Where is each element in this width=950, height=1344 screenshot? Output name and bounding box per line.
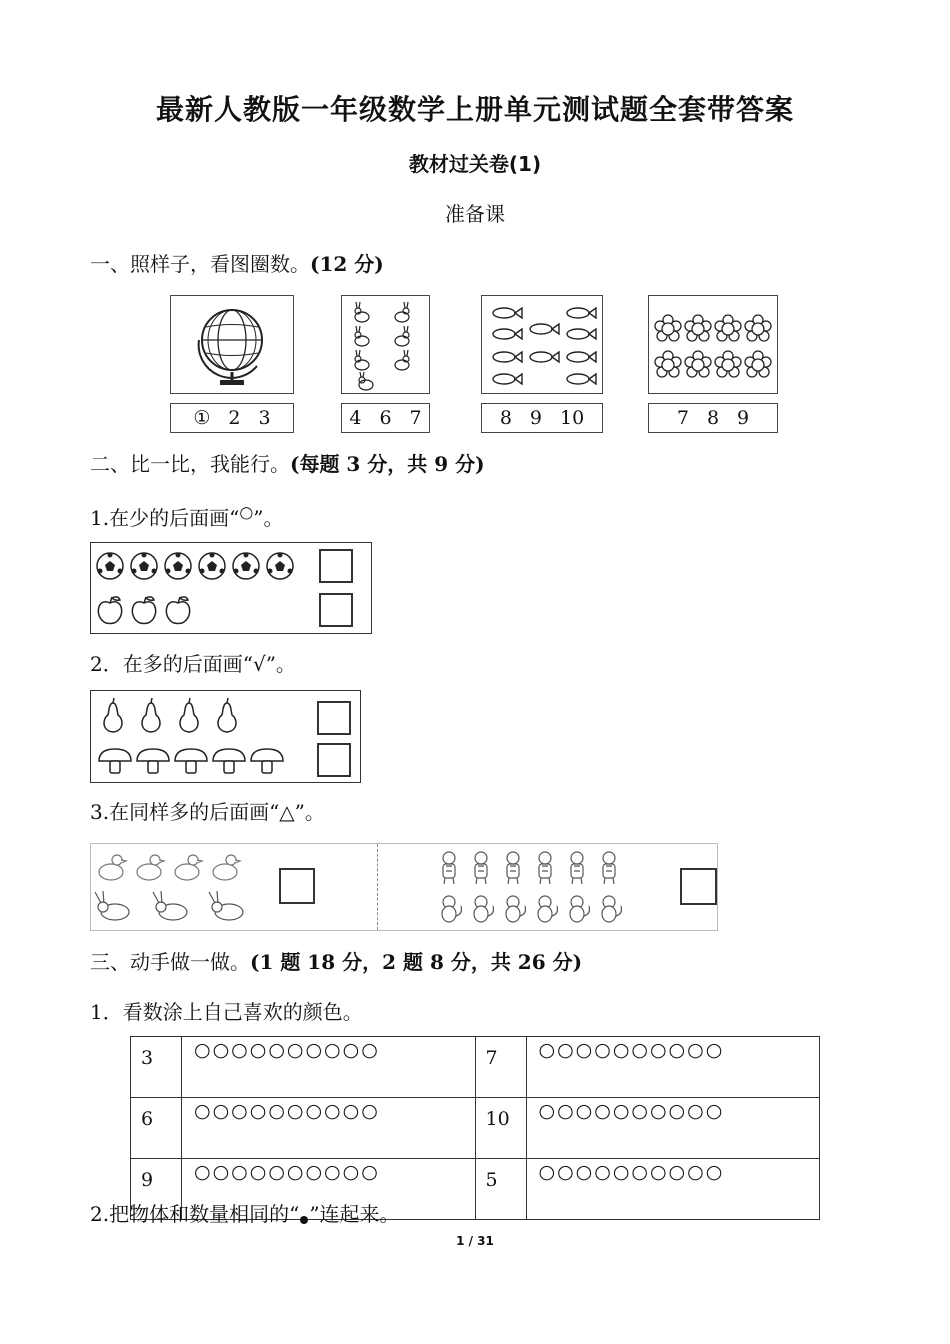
section1-panel-strip: [170, 295, 778, 435]
globe-number-choices: [170, 403, 294, 433]
color-circles-table: [130, 1036, 820, 1220]
circles-cell[interactable]: ○○○○○○○○○○: [182, 1037, 476, 1098]
number-choice[interactable]: 8: [499, 407, 512, 429]
flowers-number-choices: [648, 403, 778, 433]
section3-q2-prompt: [90, 1198, 400, 1227]
dot-icon: [299, 1211, 309, 1225]
q2-text-before: 2.把物体和数量相同的“: [90, 1202, 300, 1226]
number-choice[interactable]: 9: [529, 407, 542, 429]
fish-number-choices: [481, 403, 603, 433]
page-indicator: 1 / 31: [456, 1234, 494, 1248]
flower-icon: [651, 299, 775, 391]
answer-box[interactable]: [319, 549, 353, 583]
section1-heading: [90, 248, 384, 277]
rabbits-icon: [346, 299, 426, 391]
circles-cell[interactable]: ○○○○○○○○○○: [526, 1037, 820, 1098]
number-choice[interactable]: ①: [193, 407, 211, 429]
q1-compare-box: [90, 542, 372, 634]
circle-symbol: ○: [239, 502, 254, 522]
q1-items: [95, 549, 305, 629]
q3-left-items: [93, 846, 263, 928]
q3-compare-box: [90, 843, 718, 931]
number-choice[interactable]: 7: [676, 407, 689, 429]
section2-heading-text: 二、比一比，我能行。: [90, 452, 290, 476]
number-cell: 6: [131, 1098, 182, 1159]
q1-text-before: 1.在少的后面画“: [90, 506, 240, 530]
tiger-icon: [443, 852, 615, 884]
answer-box[interactable]: [317, 743, 351, 777]
number-choice[interactable]: 8: [706, 407, 720, 429]
document-title: 最新人教版一年级数学上册单元测试题全套带答案: [155, 93, 794, 126]
globe-picture: [170, 295, 294, 394]
section2-q1-prompt: [90, 502, 284, 531]
section2-heading-score: (每题 3 分，共 9 分): [290, 452, 485, 476]
circles-cell[interactable]: ○○○○○○○○○○: [526, 1159, 820, 1220]
section3-heading-text: 三、动手做一做。: [90, 950, 250, 974]
number-cell: 3: [131, 1037, 182, 1098]
duck-icon: [99, 855, 240, 880]
circles-cell[interactable]: ○○○○○○○○○○: [526, 1098, 820, 1159]
number-choice[interactable]: 10: [560, 407, 585, 429]
number-choice[interactable]: 9: [737, 407, 750, 429]
dashed-divider: [377, 844, 378, 930]
section3-heading-score: (1 题 18 分，2 题 8 分，共 26 分): [250, 950, 583, 974]
section3-q1-prompt: 1．看数涂上自己喜欢的颜色。: [90, 1000, 363, 1024]
rabbits-number-choices: [341, 403, 430, 433]
apple-icon: [98, 597, 189, 624]
section2-q3-prompt: 3.在同样多的后面画“△”。: [90, 800, 325, 824]
fish-picture: [481, 295, 603, 394]
pear-icon: [104, 698, 236, 732]
number-choice[interactable]: 3: [258, 407, 271, 429]
q3-right-items: [435, 846, 625, 928]
section2-q2-prompt: 2．在多的后面画“√”。: [90, 652, 296, 676]
fish-icon: [484, 299, 600, 391]
section3-heading: [90, 946, 582, 975]
answer-box[interactable]: [680, 868, 717, 905]
lesson-heading: 准备课: [445, 202, 505, 226]
number-choice[interactable]: 7: [409, 407, 422, 429]
document-subtitle: 教材过关卷(1): [408, 152, 542, 176]
number-choice[interactable]: 6: [379, 407, 392, 429]
monkey-icon: [442, 896, 621, 922]
table-row: [131, 1037, 820, 1098]
answer-box[interactable]: [317, 701, 351, 735]
soccer-ball-icon: [97, 553, 293, 580]
q2-text-after: ”连起来。: [309, 1202, 400, 1226]
section1-heading-text: 一、照样子，看图圈数。: [90, 252, 310, 276]
number-cell: 10: [475, 1098, 526, 1159]
section1-heading-score: (12 分): [310, 252, 384, 276]
number-cell: 7: [475, 1037, 526, 1098]
table-row: [131, 1098, 820, 1159]
number-choice[interactable]: 2: [228, 407, 241, 429]
answer-box[interactable]: [319, 593, 353, 627]
answer-box[interactable]: [279, 868, 315, 904]
number-cell: 9: [131, 1159, 182, 1220]
rabbit-icon: [95, 891, 243, 920]
q1-text-after: ”。: [253, 506, 284, 530]
section2-heading: [90, 448, 485, 477]
number-choice[interactable]: 4: [349, 407, 362, 429]
q2-items: [95, 695, 305, 779]
flowers-picture: [648, 295, 778, 394]
rabbits-picture: [341, 295, 430, 394]
number-cell: 5: [475, 1159, 526, 1220]
mushroom-icon: [99, 749, 283, 773]
globe-icon: [187, 300, 277, 390]
circles-cell[interactable]: ○○○○○○○○○○: [182, 1098, 476, 1159]
q2-compare-box: [90, 690, 361, 783]
circles-cell[interactable]: ○○○○○○○○○○: [182, 1159, 476, 1220]
